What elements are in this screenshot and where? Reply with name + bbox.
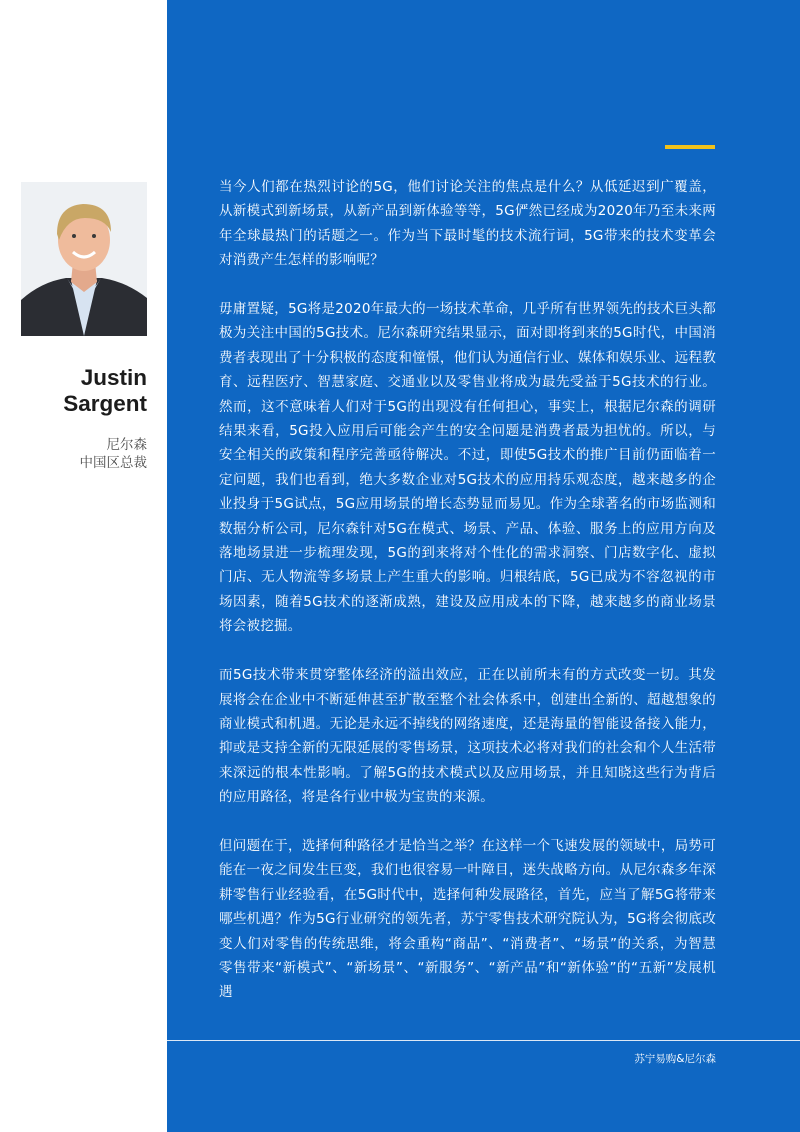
article-paragraph-1: 当今人们都在热烈讨论的5G，他们讨论关注的焦点是什么？从低延迟到广覆盖，从新模式到新场景，从新产品到新体验等等，5G俨然已经成为2020年乃至未来两年全球最热门的话题之一。作为当下最时髦的技术流行词，5G带来的技术变革会对消费产生怎样的影响呢？ bbox=[219, 179, 716, 269]
footer-source: 苏宁易购&尼尔森 bbox=[634, 1053, 716, 1065]
person-portrait-image bbox=[21, 182, 147, 336]
article-paragraph-3: 而5G技术带来贯穿整体经济的溢出效应，正在以前所未有的方式改变一切。其发展将会在企业中不断延伸甚至扩散至整个社会体系中，创建出全新的、超越想象的商业模式和机遇。无论是永远不掉线的网络速度，还是海量的智能设备接入能力，抑或是支持全新的无限延展的零售场景，这项技术必将对我们的社会和个人生活带来深远的根本性影响。了解5G的技术模式以及应用场景，并且知晓这些行为背后的应用路径，将是各行业中极为宝贵的来源。 bbox=[219, 667, 716, 806]
profile-column bbox=[0, 0, 167, 1132]
article-paragraph-2: 毋庸置疑，5G将是2020年最大的一场技术革命，几乎所有世界领先的技术巨头都极为关注中国的5G技术。尼尔森研究结果显示，面对即将到来的5G时代，中国消费者表现出了十分积极的态度和憧憬，他们认为通信行业、媒体和娱乐业、远程教育、远程医疗、智慧家庭、交通业以及零售业将成为最先受益于5G技术的行业。然而，这不意味着人们对于5G的出现没有任何担心，事实上，根据尼尔森的调研结果来看，5G投入应用后可能会产生的安全问题是消费者最为担忧的。所以，与安全相关的政策和程序完善亟待解决。不过，即使5G技术的推广目前仍面临着一定问题，我们也看到，绝大多数企业对5G技术的应用持乐观态度，越来越多的企业投身于5G试点，5G应用场景的增长态势显而易见。作为全球著名的市场监测和数据分析公司，尼尔森针对5G在模式、场景、产品、体验、服务上的应用方向及落地场景进一步梳理发现，5G的到来将对个性化的需求洞察、门店数字化、虚拟门店、无人物流等多场景上产生重大的影响。归根结底，5G已成为不容忽视的市场因素，随着5G技术的逐渐成熟，建设及应用成本的下降，越来越多的商业场景将会被挖掘。 bbox=[219, 301, 716, 635]
person-organization: 尼尔森 bbox=[106, 437, 147, 453]
accent-bar bbox=[665, 145, 715, 149]
person-title bbox=[80, 436, 148, 472]
person-first-name: Justin bbox=[80, 365, 147, 390]
person-role: 中国区总裁 bbox=[79, 455, 147, 471]
article-panel bbox=[167, 0, 800, 1132]
portrait-photo bbox=[21, 182, 147, 336]
article-paragraph-4: 但问题在于，选择何种路径才是恰当之举？在这样一个飞速发展的领域中，局势可能在一夜之间发生巨变，我们也很容易一叶障目，迷失战略方向。从尼尔森多年深耕零售行业经验看，在5G时代中，选择何种发展路径，首先，应当了解5G将带来哪些机遇？作为5G行业研究的领先者，苏宁零售技术研究院认为，5G将会彻底改变人们对零售的传统思维，将会重构“商品”、“消费者”、“场景”的关系，为智慧零售带来“新模式”、“新场景”、“新服务”、“新产品”和“新体验”的“五新”发展机遇 bbox=[219, 837, 716, 1001]
person-name bbox=[63, 365, 147, 417]
person-last-name: Sargent bbox=[63, 391, 147, 416]
footer-divider bbox=[167, 1040, 800, 1041]
article-body bbox=[219, 175, 716, 1029]
